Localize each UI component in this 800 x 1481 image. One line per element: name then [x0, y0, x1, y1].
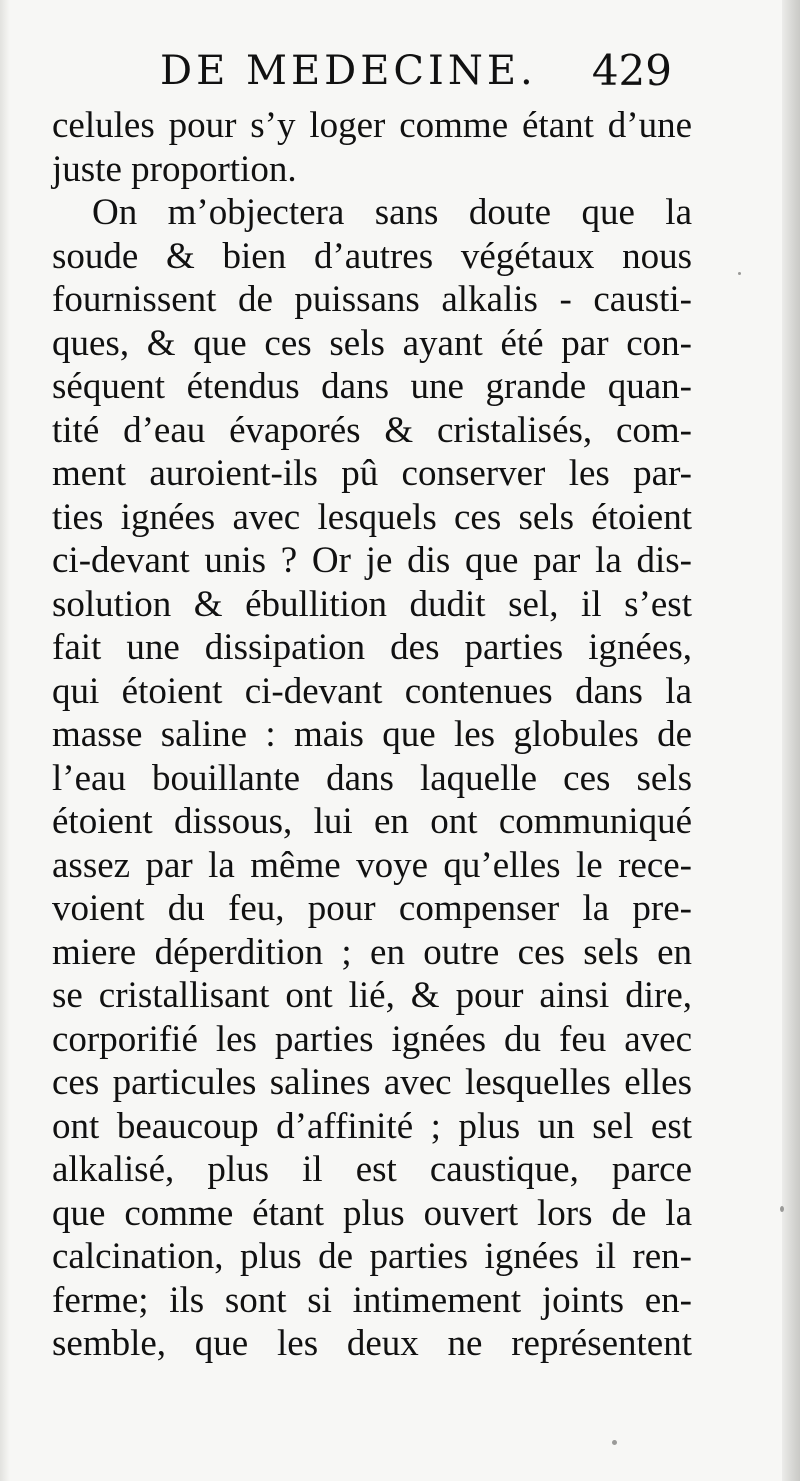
text-line: l’eau bouillante dans laquelle ces sels [52, 757, 692, 799]
text-line: ferme; ils sont si intimement joints en- [52, 1279, 692, 1321]
page-right-edge [782, 0, 800, 1481]
text-line: tité d’eau évaporés & cristalisés, com- [52, 409, 692, 451]
page-left-shadow [0, 0, 10, 1481]
paper-speck [738, 272, 741, 275]
page-number: 429 [591, 46, 672, 95]
text-line: se cristallisant ont lié, & pour ainsi dire, [52, 975, 692, 1016]
text-line: On m’objectera sans doute que la [92, 192, 692, 233]
text-line: ont beaucoup d’affinité ; plus un sel est [52, 1105, 692, 1147]
text-line: soude & bien d’autres végétaux nous [52, 235, 692, 277]
text-line: miere déperdition ; en outre ces sels en [52, 931, 692, 973]
text-line: semble, que les deux ne représentent [52, 1323, 692, 1364]
text-line: assez par la même voye qu’elles le rece- [52, 844, 692, 886]
text-line: celules pour s’y loger comme étant d’une [52, 105, 692, 146]
text-line: séquent étendus dans une grande quan- [52, 366, 692, 407]
text-line: masse saline : mais que les globules de [52, 714, 692, 755]
text-line: juste proportion. [52, 148, 297, 190]
text-line: alkalisé, plus il est caustique, parce [52, 1149, 692, 1190]
text-line: ces particules salines avec lesquelles elles [52, 1062, 692, 1103]
text-line: ties ignées avec lesquels ces sels étoient [52, 496, 692, 538]
text-line: fait une dissipation des parties ignées, [52, 627, 692, 668]
page-header [160, 46, 680, 102]
text-line: fournissent de puissans alkalis - causti- [52, 279, 692, 320]
text-line: ci-devant unis ? Or je dis que par la dis- [52, 540, 692, 581]
running-head: DE MEDECINE. [160, 48, 537, 94]
text-line: que comme étant plus ouvert lors de la [52, 1192, 692, 1234]
text-line: corporifié les parties ignées du feu avec [52, 1018, 692, 1060]
body-text [52, 104, 692, 1366]
text-line: qui étoient ci-devant contenues dans la [52, 670, 692, 712]
paper-speck [612, 1440, 617, 1445]
text-line: ment auroient-ils pû conserver les par- [52, 453, 692, 494]
text-line: étoient dissous, lui en ont communiqué [52, 801, 692, 842]
text-line: ques, & que ces sels ayant été par con- [52, 322, 692, 364]
text-line: voient du feu, pour compenser la pre- [52, 888, 692, 929]
text-line: solution & ébullition dudit sel, il s’est [52, 583, 692, 625]
paper-speck [780, 1206, 784, 1212]
text-line: calcination, plus de parties ignées il ren- [52, 1236, 692, 1277]
